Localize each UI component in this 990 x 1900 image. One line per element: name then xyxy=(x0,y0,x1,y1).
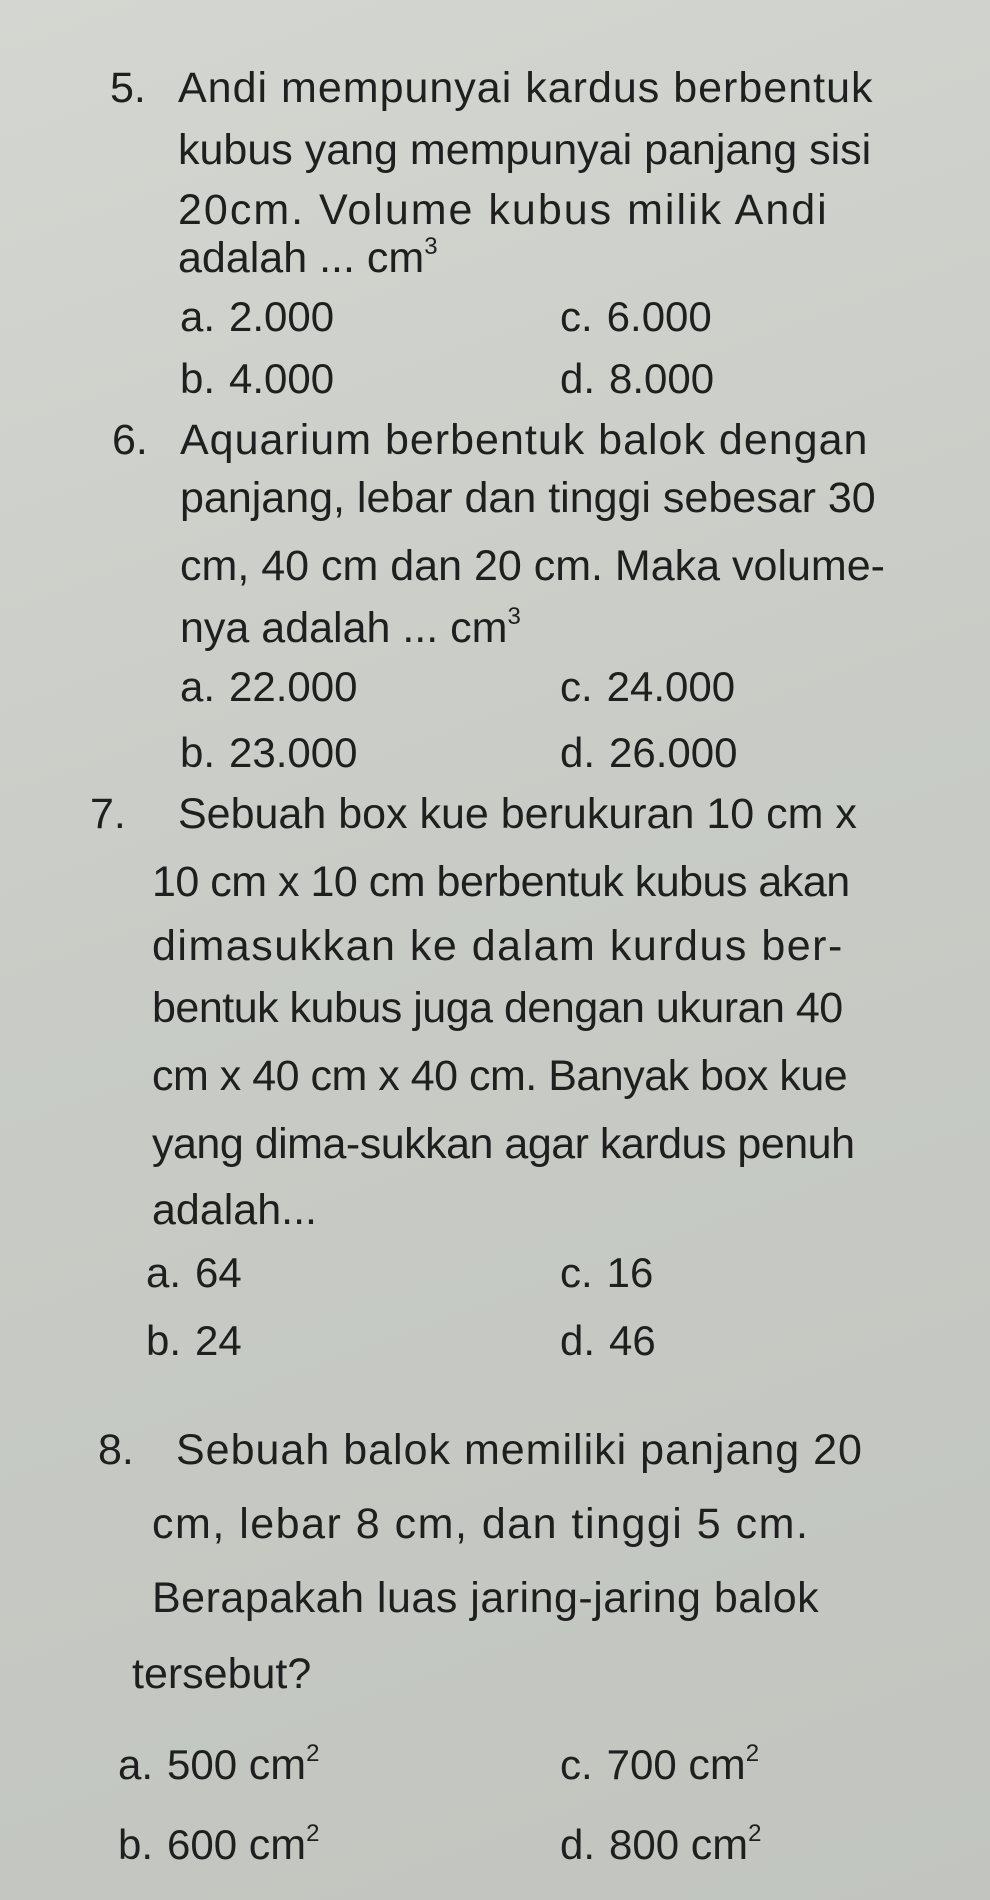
question-text-line: Sebuah balok memiliki panjang 20 xyxy=(176,1426,863,1474)
option-letter: c. xyxy=(560,293,593,340)
question-text-line: Aquarium berbentuk balok dengan xyxy=(180,416,869,464)
option-value: 46 xyxy=(609,1317,656,1364)
option-letter: d. xyxy=(560,355,596,402)
option-letter: a. xyxy=(118,1741,154,1788)
unit-exponent: 2 xyxy=(306,1740,320,1767)
option-value: 22.000 xyxy=(229,663,358,710)
question-text-line: cm, lebar 8 cm, dan tinggi 5 cm. xyxy=(152,1500,810,1548)
option-b[interactable] xyxy=(118,1820,319,1870)
question-text-line: 10 cm x 10 cm berbentuk kubus akan xyxy=(152,858,850,906)
question-text-end: adalah ... xyxy=(178,234,355,282)
option-c[interactable] xyxy=(560,662,735,712)
question-text-line: Sebuah box kue berukuran 10 cm x xyxy=(178,790,857,838)
option-value: 16 xyxy=(606,1249,654,1296)
option-a[interactable] xyxy=(180,662,358,712)
question-text-line: Berapakah luas jaring-jaring balok xyxy=(152,1574,820,1622)
option-d[interactable] xyxy=(560,728,738,778)
option-a[interactable] xyxy=(118,1740,319,1790)
option-value: 2.000 xyxy=(229,293,335,340)
option-b[interactable] xyxy=(180,354,334,404)
question-text-line: dimasukkan ke dalam kurdus ber- xyxy=(152,922,844,970)
option-b[interactable] xyxy=(180,728,358,778)
option-value: 24.000 xyxy=(606,663,736,710)
option-letter: b. xyxy=(180,355,216,402)
option-letter: d. xyxy=(560,729,596,776)
option-letter: b. xyxy=(180,729,216,776)
question-number: 6. xyxy=(112,416,148,464)
question-text-line: 20cm. Volume kubus milik Andi xyxy=(178,186,829,234)
option-value: 24 xyxy=(195,1317,242,1364)
option-c[interactable] xyxy=(560,1740,759,1790)
question-text-line: tersebut? xyxy=(132,1650,312,1698)
question-text-line: bentuk kubus juga dengan ukuran 40 xyxy=(152,984,843,1032)
question-text-line: adalah... xyxy=(152,1186,317,1234)
unit-exponent: 2 xyxy=(306,1820,320,1847)
option-c[interactable] xyxy=(560,1248,653,1298)
question-text-line: kubus yang mempunyai panjang sisi xyxy=(178,126,872,174)
option-value: 6.000 xyxy=(606,293,712,340)
unit: cm xyxy=(248,1741,307,1789)
option-value: 700 xyxy=(606,1741,677,1788)
option-b[interactable] xyxy=(146,1316,242,1366)
option-value: 600 xyxy=(167,1821,238,1868)
option-letter: a. xyxy=(146,1249,182,1296)
unit: cm xyxy=(450,604,508,652)
question-text-line: Andi mempunyai kardus berbentuk xyxy=(178,64,874,112)
question-number: 5. xyxy=(110,64,146,112)
option-value: 800 xyxy=(609,1821,680,1868)
option-letter: c. xyxy=(560,1249,593,1296)
option-letter: a. xyxy=(180,663,216,710)
question-text-line: cm, 40 cm dan 20 cm. Maka volume- xyxy=(180,542,885,590)
option-value: 4.000 xyxy=(229,355,335,402)
option-value: 8.000 xyxy=(609,355,715,402)
option-letter: a. xyxy=(180,293,216,340)
option-value: 64 xyxy=(195,1249,242,1296)
question-text-line: yang dima-sukkan agar kardus penuh xyxy=(152,1120,855,1168)
option-letter: d. xyxy=(560,1317,596,1364)
question-text-line xyxy=(178,232,438,284)
option-value: 26.000 xyxy=(609,729,738,776)
option-letter: b. xyxy=(118,1821,154,1868)
option-letter: c. xyxy=(560,1741,593,1788)
unit: cm xyxy=(688,1741,746,1789)
question-text-end: nya adalah ... xyxy=(180,604,439,652)
question-text-line: panjang, lebar dan tinggi sebesar 30 xyxy=(180,474,876,522)
unit: cm xyxy=(690,1821,749,1869)
unit-exponent: 3 xyxy=(424,233,438,260)
question-text-line xyxy=(180,602,521,654)
option-d[interactable] xyxy=(560,1820,761,1870)
question-number: 8. xyxy=(98,1426,134,1474)
option-a[interactable] xyxy=(180,292,334,342)
unit: cm xyxy=(366,234,425,282)
option-letter: b. xyxy=(146,1317,182,1364)
question-number: 7. xyxy=(90,790,126,838)
unit: cm xyxy=(248,1821,307,1869)
unit-exponent: 2 xyxy=(745,1740,760,1767)
option-a[interactable] xyxy=(146,1248,242,1298)
option-letter: c. xyxy=(560,663,593,710)
option-value: 23.000 xyxy=(229,729,358,776)
option-value: 500 xyxy=(167,1741,238,1788)
option-d[interactable] xyxy=(560,354,714,404)
option-letter: d. xyxy=(560,1821,596,1868)
option-d[interactable] xyxy=(560,1316,656,1366)
unit-exponent: 2 xyxy=(748,1820,762,1847)
option-c[interactable] xyxy=(560,292,712,342)
question-text-line: cm x 40 cm x 40 cm. Banyak box kue xyxy=(152,1052,848,1100)
unit-exponent: 3 xyxy=(507,603,521,630)
